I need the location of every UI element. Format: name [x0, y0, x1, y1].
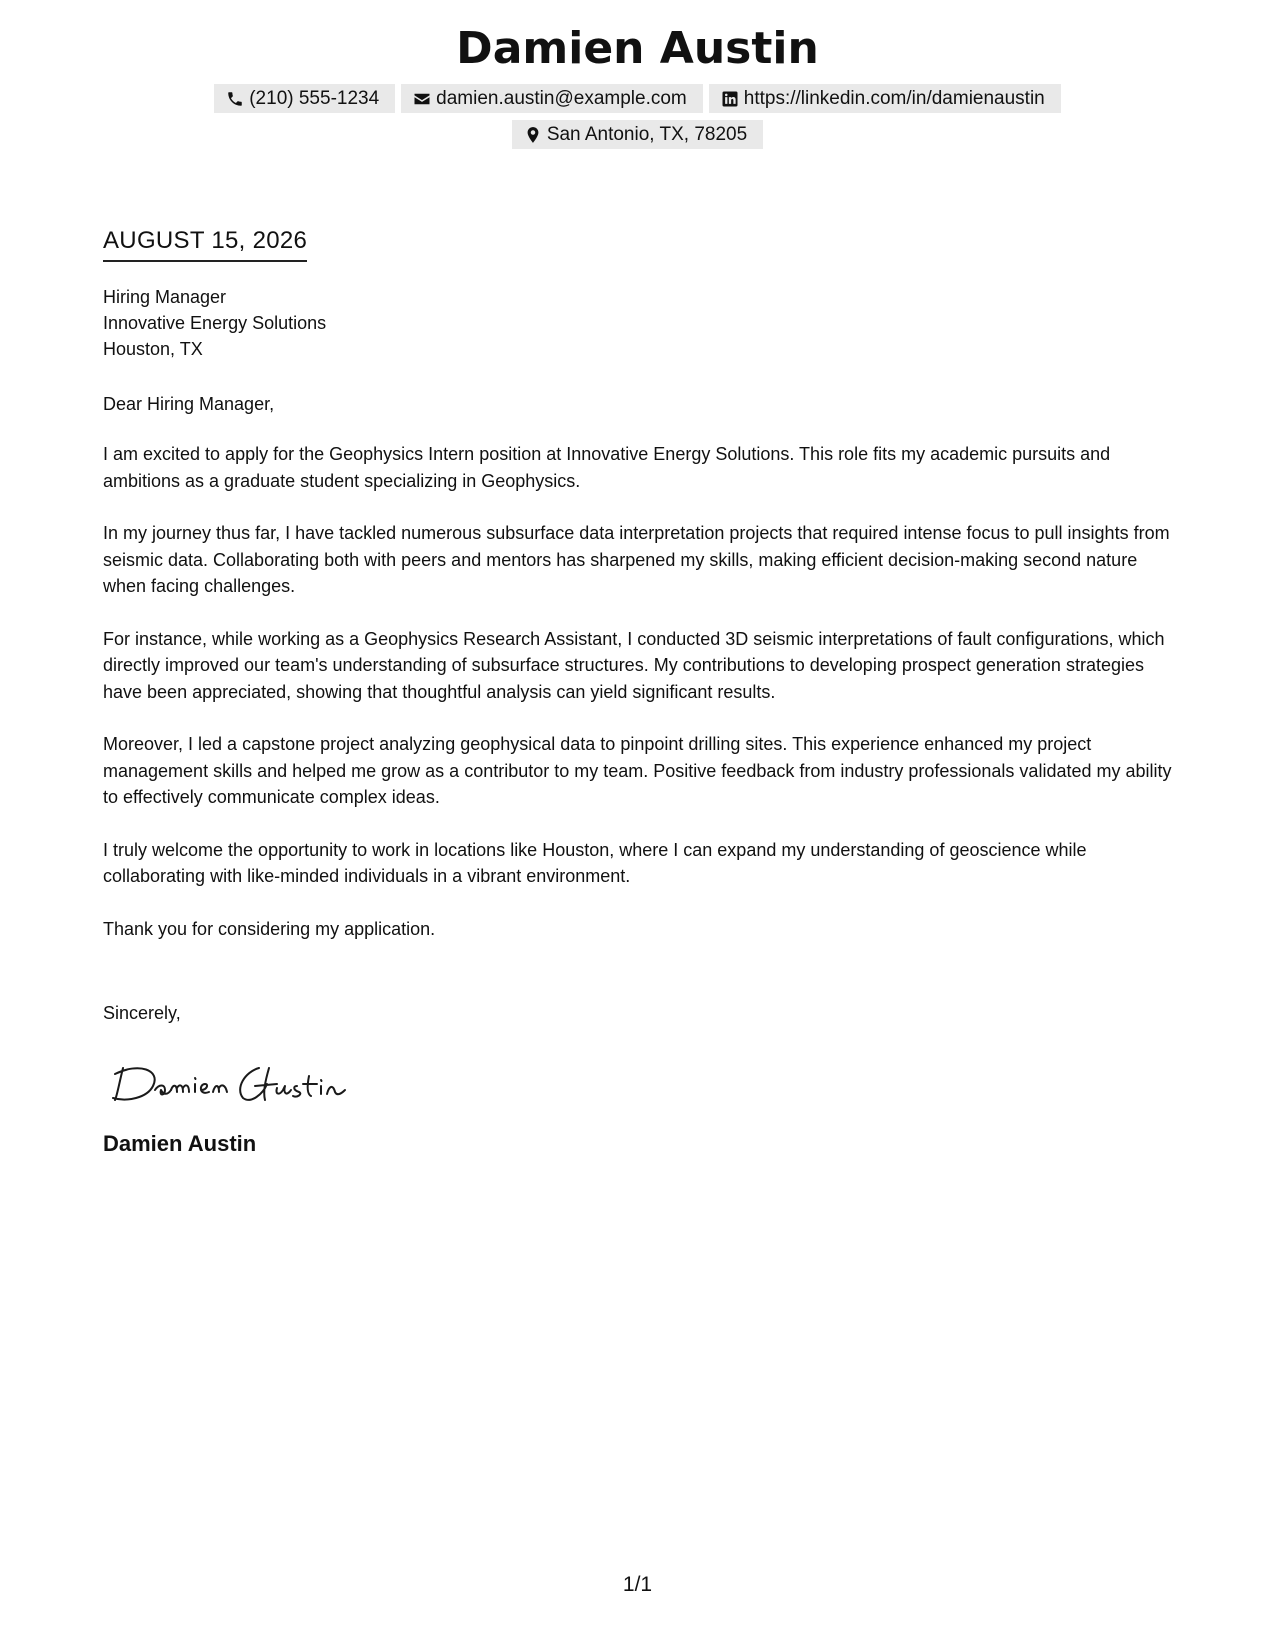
letter-date: AUGUST 15, 2026 [103, 226, 307, 262]
page-number: 1/1 [622, 1573, 653, 1596]
paragraph-3: For instance, while working as a Geophysics Research Assistant, I conducted 3D seismic interpretations of fault configurations, which directly improved our team's understanding of subsurface structures. My contributions to developing prospect generation strategies have been appreciated, showing that thoughtful analysis can yield significant results. [103, 628, 1165, 702]
letter-header [0, 18, 1275, 149]
contact-email-text: damien.austin@example.com [436, 88, 687, 109]
paragraph-2: In my journey thus far, I have tackled numerous subsurface data interpretation projects that required intense focus to pull insights from seismic data. Collaborating both with peers and mentors has sharpened my skills, making efficient decision-making second nature when facing challenges. [103, 523, 1170, 596]
contact-phone [214, 84, 395, 113]
contact-email[interactable] [401, 84, 703, 113]
contact-linkedin[interactable] [709, 84, 1061, 113]
paragraph-4: Moreover, I led a capstone project analyzing geophysical data to pinpoint drilling sites. This experience enhanced my project management skills and helped me grow as a contributor to my team. Positive feedback from industry professionals validated my ability to effectively communicate complex ideas. [103, 734, 1172, 807]
contact-location [512, 120, 763, 149]
map-marker-icon [524, 126, 542, 144]
recipient-company: Innovative Energy Solutions [103, 313, 327, 333]
signer-name: Damien Austin [103, 1131, 257, 1156]
recipient-location: Houston, TX [103, 339, 203, 359]
contact-row-primary [0, 84, 1275, 113]
paragraph-6: Thank you for considering my application. [103, 918, 436, 939]
contact-row-secondary [0, 120, 1275, 149]
linkedin-icon [721, 90, 739, 108]
contact-phone-text: (210) 555-1234 [249, 88, 380, 109]
closing: Sincerely, [103, 1003, 181, 1023]
handwritten-signature [109, 1054, 369, 1110]
phone-icon [226, 90, 244, 108]
letter-body [103, 226, 1173, 1159]
paragraph-1: I am excited to apply for the Geophysics Intern position at Innovative Energy Solutions. This role fits my academic pursuits and ambitions as a graduate student specializing in Geophysics. [103, 444, 1111, 491]
paragraph-5: I truly welcome the opportunity to work in locations like Houston, where I can expand my understanding of geoscience while collaborating with like-minded individuals in a vibrant environment. [103, 839, 1087, 886]
recipient-title: Hiring Manager [103, 287, 227, 307]
recipient-block [103, 284, 1173, 362]
salutation: Dear Hiring Manager, [103, 394, 275, 414]
contact-location-text: San Antonio, TX, 78205 [546, 124, 748, 145]
contact-linkedin-text: https://linkedin.com/in/damienaustin [743, 88, 1045, 109]
envelope-icon [413, 90, 431, 108]
applicant-name: Damien Austin [456, 23, 819, 74]
